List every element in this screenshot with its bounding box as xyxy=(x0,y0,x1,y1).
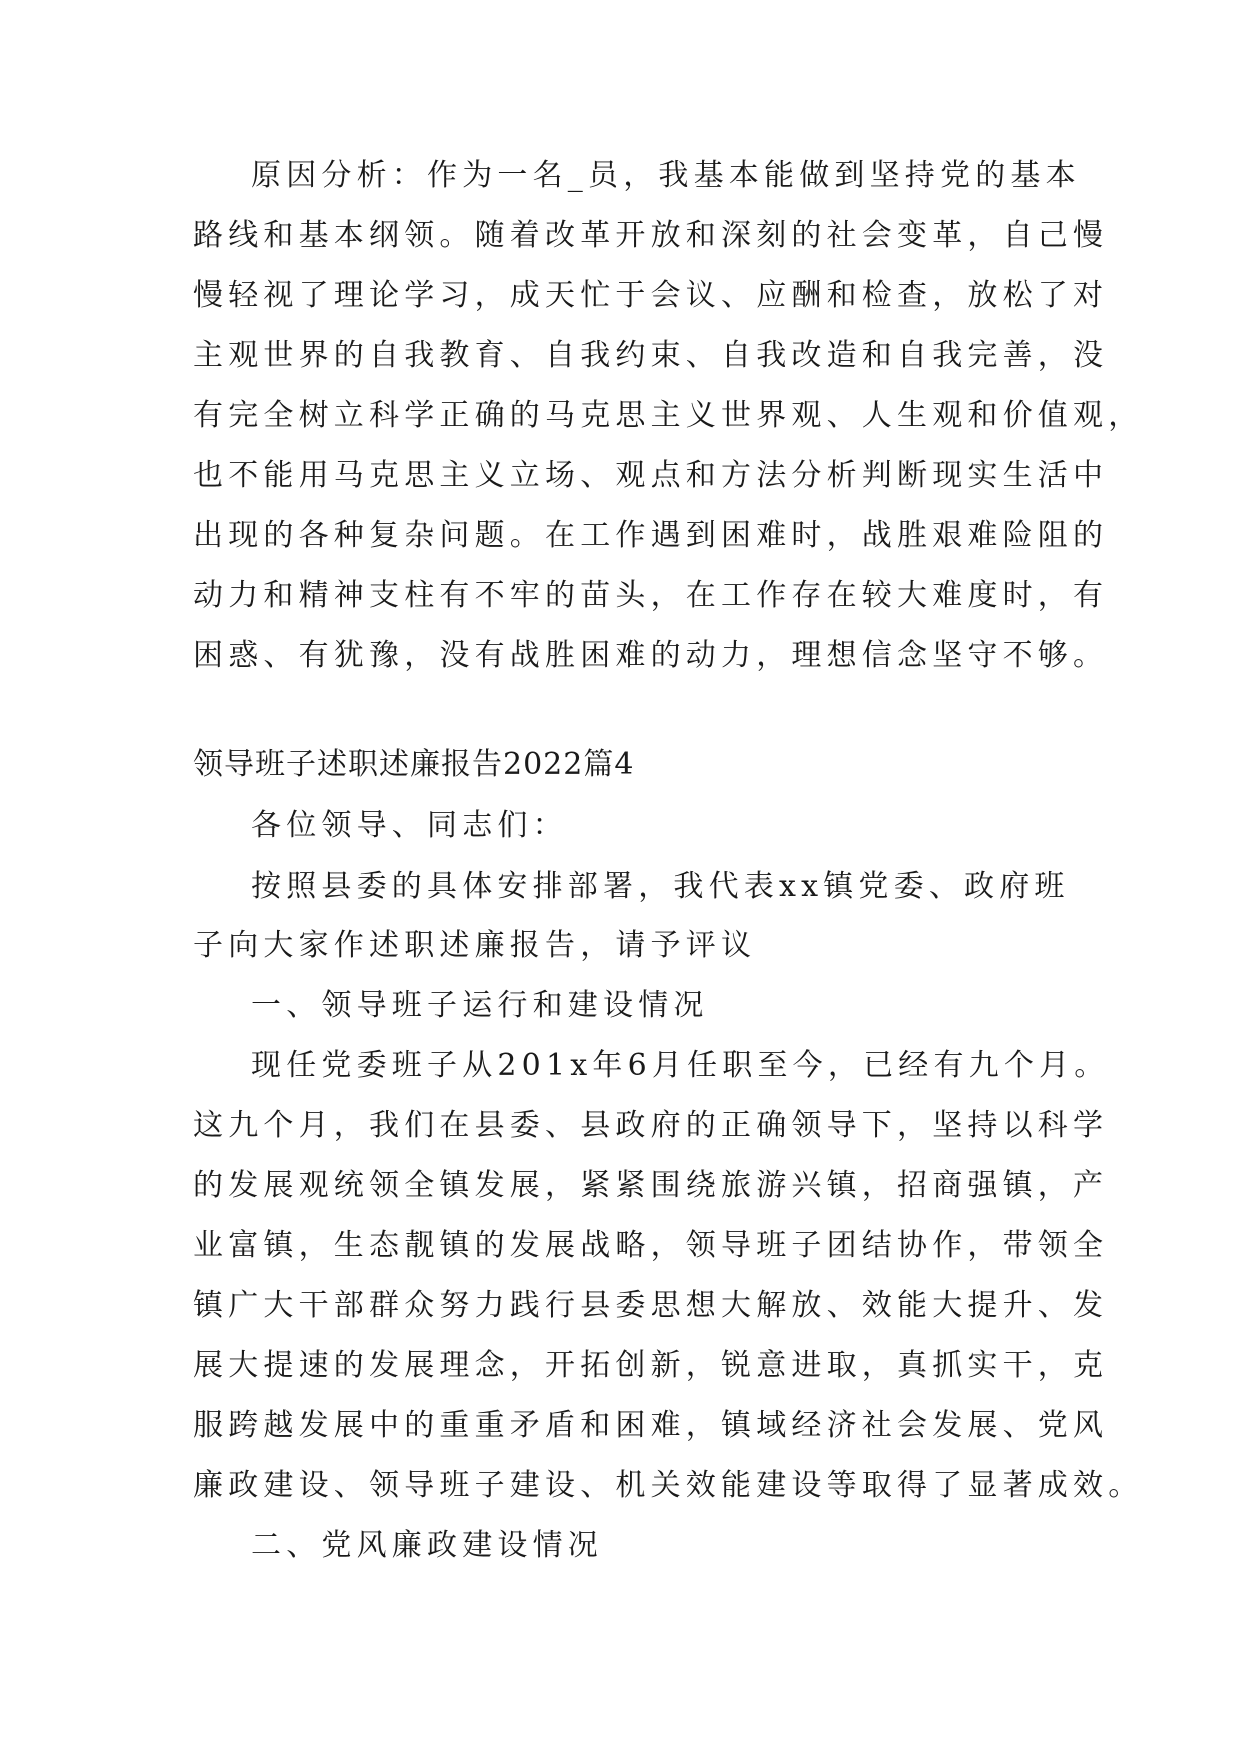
cause-analysis-line-4: 主观世界的自我教育、自我约束、自我改造和自我完善，没 xyxy=(193,338,1109,373)
section-1-heading: 一、领导班子运行和建设情况 xyxy=(251,988,709,1023)
intro-line-1: 按照县委的具体安排部署，我代表xx镇党委、政府班 xyxy=(251,869,1070,904)
section-1-line-8: 廉政建设、领导班子建设、机关效能建设等取得了显著成效。 xyxy=(193,1468,1144,1503)
section-1-line-5: 镇广大干部群众努力践行县委思想大解放、效能大提升、发 xyxy=(193,1288,1109,1323)
cause-analysis-line-6: 也不能用马克思主义立场、观点和方法分析判断现实生活中 xyxy=(193,458,1109,493)
intro-line-2: 子向大家作述职述廉报告，请予评议 xyxy=(193,928,757,963)
section-1-line-3: 的发展观统领全镇发展，紧紧围绕旅游兴镇，招商强镇，产 xyxy=(193,1168,1109,1203)
cause-analysis-line-7: 出现的各种复杂问题。在工作遇到困难时，战胜艰难险阻的 xyxy=(193,518,1109,553)
section-1-line-4: 业富镇，生态靓镇的发展战略，领导班子团结协作，带领全 xyxy=(193,1228,1109,1263)
section-1-line-1: 现任党委班子从201x年6月任职至今，已经有九个月。 xyxy=(251,1048,1110,1083)
report-title: 领导班子述职述廉报告2022篇4 xyxy=(193,747,635,782)
cause-analysis-line-2: 路线和基本纲领。随着改革开放和深刻的社会变革，自己慢 xyxy=(193,218,1109,253)
section-1-line-6: 展大提速的发展理念，开拓创新，锐意进取，真抓实干，克 xyxy=(193,1348,1109,1383)
cause-analysis-line-3: 慢轻视了理论学习，成天忙于会议、应酬和检查，放松了对 xyxy=(193,278,1109,313)
greeting: 各位领导、同志们： xyxy=(251,808,568,843)
section-1-line-2: 这九个月，我们在县委、县政府的正确领导下，坚持以科学 xyxy=(193,1108,1109,1143)
section-2-heading: 二、党风廉政建设情况 xyxy=(251,1528,603,1563)
cause-analysis-line-1: 原因分析：作为一名_员，我基本能做到坚持党的基本 xyxy=(251,158,1081,193)
cause-analysis-line-9: 困惑、有犹豫，没有战胜困难的动力，理想信念坚守不够。 xyxy=(193,638,1109,673)
cause-analysis-line-5: 有完全树立科学正确的马克思主义世界观、人生观和价值观， xyxy=(193,398,1144,433)
section-1-line-7: 服跨越发展中的重重矛盾和困难，镇域经济社会发展、党风 xyxy=(193,1408,1109,1443)
cause-analysis-line-8: 动力和精神支柱有不牢的苗头，在工作存在较大难度时，有 xyxy=(193,578,1109,613)
